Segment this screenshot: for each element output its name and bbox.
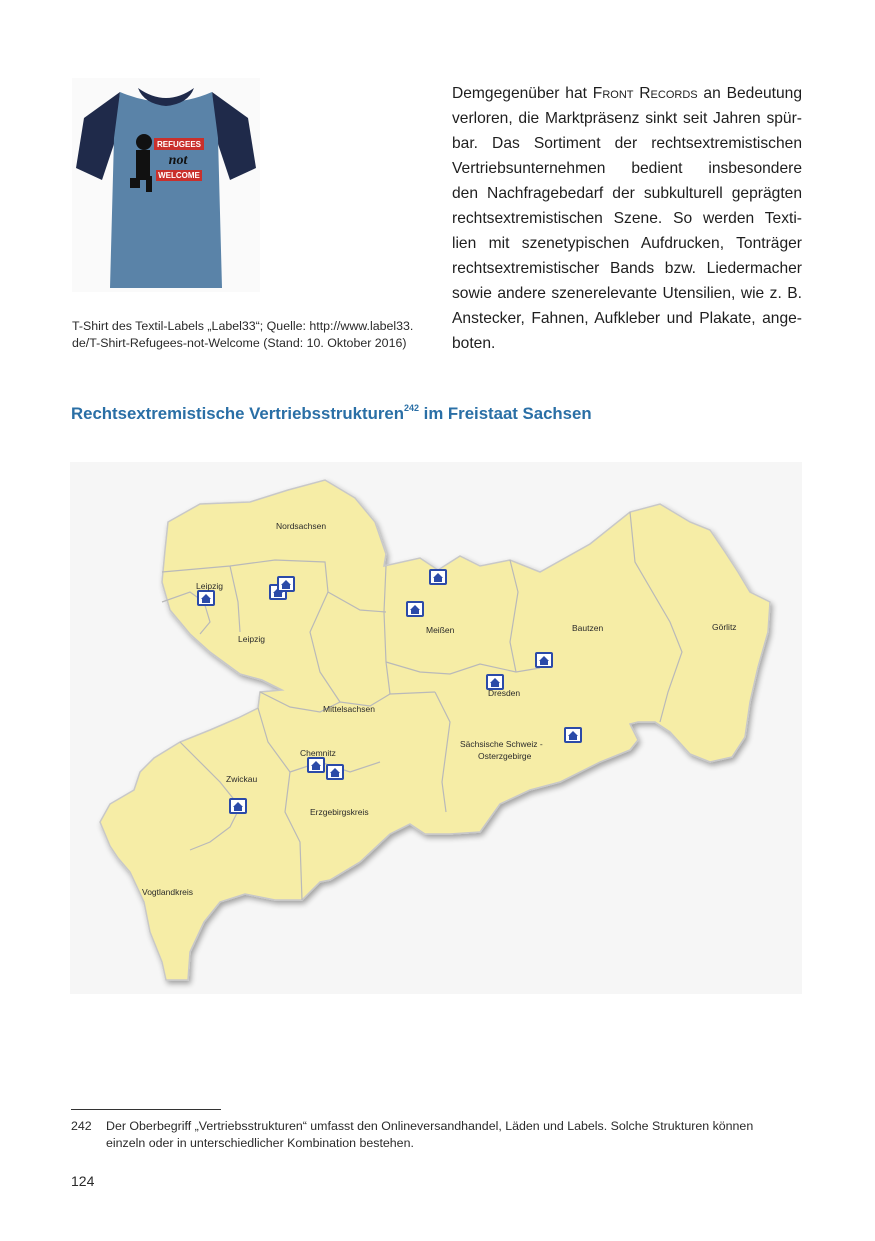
label-goerlitz: Görlitz — [712, 622, 737, 632]
body-line: rechtsextremistischen Szene. So werden Texti- — [452, 210, 802, 227]
body-line: verloren, die Marktpräsenz sinkt seit Jahren spür- — [452, 110, 802, 127]
saxony-outline — [100, 480, 770, 980]
shop-icon — [307, 757, 325, 773]
shirt-text-2: not — [168, 153, 188, 168]
body-line-1: Demgegenüber hat Front Records an Bedeutung — [452, 85, 803, 102]
label-zwickau: Zwickau — [226, 774, 258, 784]
body-paragraph — [452, 81, 802, 356]
caption-line-2: de/T-Shirt-Refugees-not-Welcome (Stand: 10. Oktober 2016) — [72, 336, 407, 350]
shop-icon — [229, 798, 247, 814]
body-line: Vertriebsunternehmen bedient insbesondere — [452, 160, 802, 177]
shop-icon — [197, 590, 215, 606]
shirt-text-1: REFUGEES — [156, 140, 202, 149]
label-nordsachsen: Nordsachsen — [276, 521, 327, 531]
label-vogtlandkreis: Vogtlandkreis — [142, 887, 194, 897]
footnote-number: 242 — [71, 1119, 92, 1133]
label-meissen: Meißen — [426, 625, 455, 635]
section-heading: Rechtsextremistische Vertriebsstrukturen$^{242}$ im Freistaat Sachsen — [71, 403, 592, 423]
caption-line-1: T-Shirt des Textil-Labels „Label33“; Quelle: http://www.label33. — [72, 319, 414, 333]
body-line: lien mit szenetypischen Aufdrucken, Tonträger — [452, 235, 802, 252]
label-chemnitz: Chemnitz — [300, 748, 336, 758]
body-line: Anstecker, Fahnen, Aufkleber und Plakate, ange- — [452, 310, 802, 327]
label-osterzgebirge: Osterzgebirge — [478, 751, 532, 761]
label-dresden: Dresden — [488, 688, 521, 698]
footnote-reference[interactable]: 242 — [403, 403, 420, 414]
footnote — [71, 1118, 801, 1152]
shop-icon — [564, 727, 582, 743]
body-line: sowie andere szenerelevante Utensilien, wie z. B. — [452, 285, 802, 302]
footnote-line-1: Der Oberbegriff „Vertriebsstrukturen“ umfasst den Onlineversandhandel, Läden und Labels. Solche Strukturen können — [106, 1119, 754, 1133]
page-number: 124 — [71, 1173, 95, 1189]
label-erzgebirgskreis: Erzgebirgskreis — [310, 807, 369, 817]
label-leipzig-city: Leipzig — [196, 581, 223, 591]
tshirt-image — [72, 78, 260, 292]
body-line: rechtsextremistischer Bands bzw. Liedermacher — [452, 260, 802, 277]
shop-icon — [429, 569, 447, 585]
shop-icon — [277, 576, 295, 592]
shop-icon — [535, 652, 553, 668]
body-line: den Nachfragebedarf der subkulturell geprägten — [452, 185, 802, 202]
footnote-divider — [71, 1109, 221, 1110]
label-mittelsachsen: Mittelsachsen — [323, 704, 375, 714]
shop-icon — [406, 601, 424, 617]
label-leipzig-district: Leipzig — [238, 634, 265, 644]
brand-name: Front Records — [592, 85, 698, 102]
saxony-map — [70, 462, 802, 994]
shop-icon — [326, 764, 344, 780]
tshirt-caption — [72, 318, 432, 352]
label-bautzen: Bautzen — [572, 623, 604, 633]
label-saechsische-schweiz: Sächsische Schweiz - — [460, 739, 543, 749]
body-line: bar. Das Sortiment der rechtsextremistischen — [452, 135, 802, 152]
body-line: boten. — [452, 335, 496, 352]
shirt-text-3: WELCOME — [158, 171, 200, 180]
footnote-line-2: einzeln oder in unterschiedlicher Kombination bestehen. — [106, 1136, 414, 1150]
